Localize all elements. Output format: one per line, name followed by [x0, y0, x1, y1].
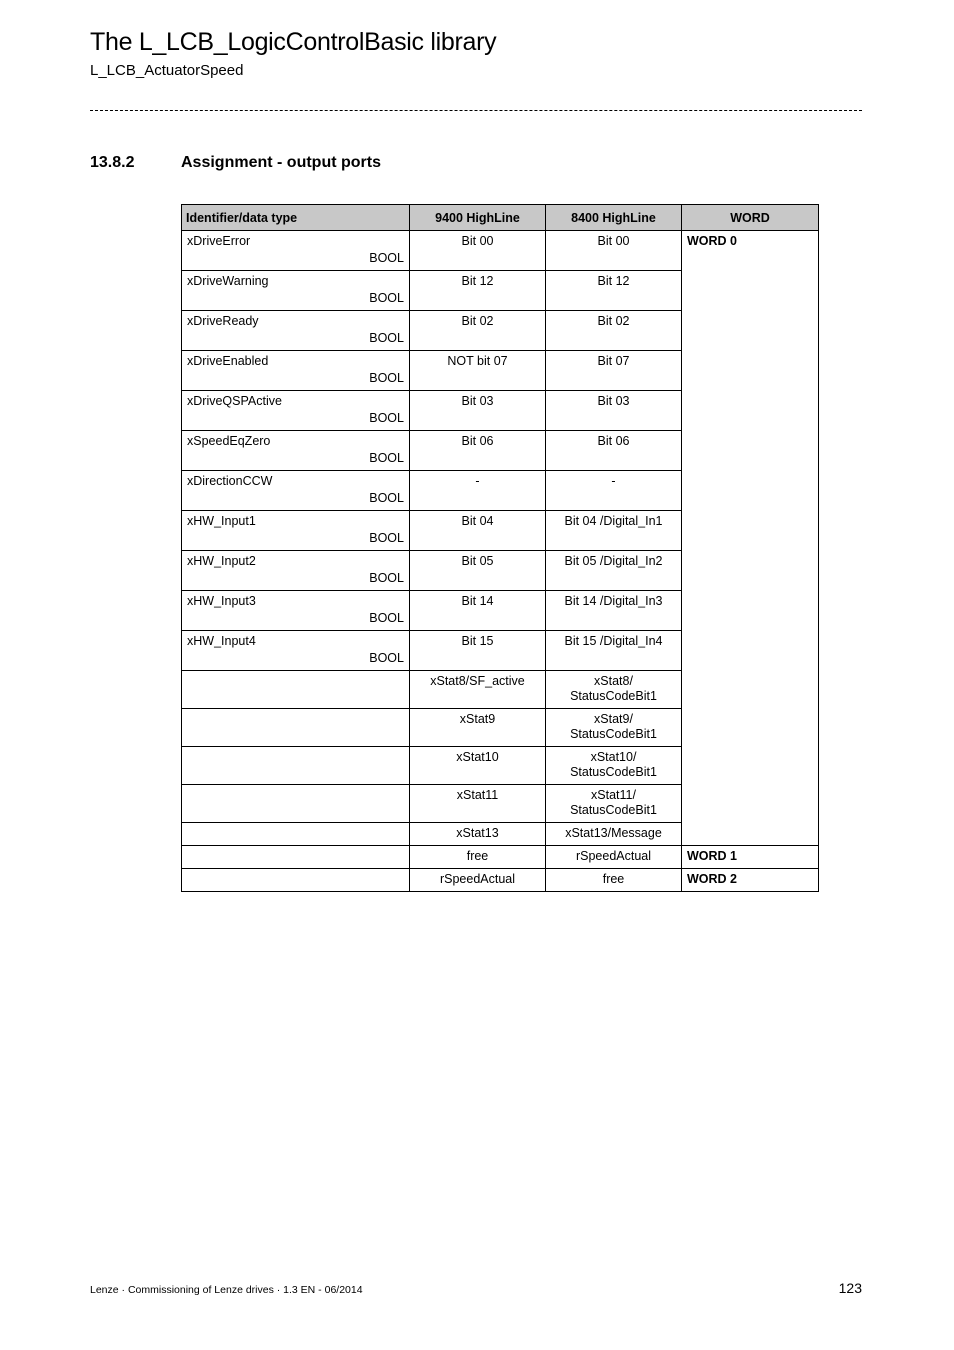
identifier-cell: [182, 823, 410, 846]
value-8400-cell: Bit 07: [546, 351, 682, 391]
value-8400-cell: xStat9/ StatusCodeBit1: [546, 709, 682, 747]
value-8400-cell: -: [546, 471, 682, 511]
value-8400-cell: Bit 00: [546, 231, 682, 271]
data-type: BOOL: [369, 291, 404, 305]
data-type: BOOL: [369, 451, 404, 465]
identifier-cell: [182, 671, 410, 709]
identifier-cell: [182, 869, 410, 892]
identifier-cell: [182, 391, 410, 431]
identifier-cell: [182, 551, 410, 591]
value-9400-cell: free: [410, 846, 546, 869]
section-heading: [90, 154, 381, 172]
identifier-cell: [182, 709, 410, 747]
identifier-name: xSpeedEqZero: [187, 434, 271, 448]
value-9400-cell: Bit 02: [410, 311, 546, 351]
value-9400-cell: Bit 12: [410, 271, 546, 311]
identifier-cell: [182, 511, 410, 551]
word-cell: WORD 1: [682, 846, 819, 869]
identifier-cell: [182, 591, 410, 631]
identifier-cell: [182, 311, 410, 351]
value-8400-cell: Bit 05 /Digital_In2: [546, 551, 682, 591]
data-type: BOOL: [369, 571, 404, 585]
value-8400-cell: Bit 14 /Digital_In3: [546, 591, 682, 631]
document-subtitle: L_LCB_ActuatorSpeed: [90, 62, 244, 79]
identifier-cell: [182, 785, 410, 823]
value-8400-cell: Bit 04 /Digital_In1: [546, 511, 682, 551]
value-8400-cell: Bit 03: [546, 391, 682, 431]
value-8400-cell: xStat10/ StatusCodeBit1: [546, 747, 682, 785]
value-9400-cell: Bit 15: [410, 631, 546, 671]
value-8400-cell: xStat8/ StatusCodeBit1: [546, 671, 682, 709]
value-8400-cell: free: [546, 869, 682, 892]
identifier-cell: [182, 846, 410, 869]
value-8400-cell: Bit 15 /Digital_In4: [546, 631, 682, 671]
identifier-cell: [182, 747, 410, 785]
data-type: BOOL: [369, 411, 404, 425]
identifier-cell: [182, 231, 410, 271]
identifier-cell: [182, 351, 410, 391]
footer-text: Lenze · Commissioning of Lenze drives · 1.3 EN - 06/2014: [90, 1284, 363, 1296]
identifier-cell: [182, 631, 410, 671]
table-row: [182, 846, 819, 869]
identifier-cell: [182, 471, 410, 511]
header-9400: 9400 HighLine: [410, 205, 546, 231]
table-row: [182, 869, 819, 892]
data-type: BOOL: [369, 331, 404, 345]
identifier-name: xDriveError: [187, 234, 251, 248]
data-type: BOOL: [369, 371, 404, 385]
output-ports-table: [181, 204, 819, 892]
header-8400: 8400 HighLine: [546, 205, 682, 231]
identifier-name: xHW_Input2: [187, 554, 256, 568]
value-9400-cell: xStat11: [410, 785, 546, 823]
identifier-name: xDriveReady: [187, 314, 259, 328]
identifier-name: xHW_Input4: [187, 634, 256, 648]
page-number: 123: [838, 1280, 862, 1296]
data-type: BOOL: [369, 611, 404, 625]
value-9400-cell: xStat8/SF_active: [410, 671, 546, 709]
identifier-name: xDirectionCCW: [187, 474, 273, 488]
value-9400-cell: xStat13: [410, 823, 546, 846]
value-9400-cell: NOT bit 07: [410, 351, 546, 391]
data-type: BOOL: [369, 491, 404, 505]
value-8400-cell: xStat11/ StatusCodeBit1: [546, 785, 682, 823]
value-9400-cell: Bit 03: [410, 391, 546, 431]
value-9400-cell: xStat9: [410, 709, 546, 747]
identifier-name: xHW_Input1: [187, 514, 256, 528]
word-cell: WORD 2: [682, 869, 819, 892]
value-9400-cell: Bit 00: [410, 231, 546, 271]
header-word: WORD: [682, 205, 819, 231]
header-divider: [90, 110, 862, 111]
data-type: BOOL: [369, 651, 404, 665]
section-title: Assignment - output ports: [181, 154, 381, 171]
section-number: 13.8.2: [90, 154, 135, 171]
identifier-cell: [182, 271, 410, 311]
value-8400-cell: rSpeedActual: [546, 846, 682, 869]
header-identifier: Identifier/data type: [182, 205, 410, 231]
value-9400-cell: rSpeedActual: [410, 869, 546, 892]
value-8400-cell: xStat13/Message: [546, 823, 682, 846]
table-body: [182, 231, 819, 892]
value-8400-cell: Bit 02: [546, 311, 682, 351]
value-9400-cell: xStat10: [410, 747, 546, 785]
value-9400-cell: Bit 04: [410, 511, 546, 551]
data-type: BOOL: [369, 251, 404, 265]
value-9400-cell: Bit 05: [410, 551, 546, 591]
identifier-name: xDriveWarning: [187, 274, 269, 288]
identifier-name: xDriveEnabled: [187, 354, 269, 368]
value-9400-cell: Bit 14: [410, 591, 546, 631]
identifier-cell: [182, 431, 410, 471]
word-cell: WORD 0: [682, 231, 819, 846]
value-8400-cell: Bit 06: [546, 431, 682, 471]
table-header-row: [182, 205, 819, 231]
table-row: [182, 231, 819, 271]
value-9400-cell: Bit 06: [410, 431, 546, 471]
identifier-name: xHW_Input3: [187, 594, 256, 608]
value-8400-cell: Bit 12: [546, 271, 682, 311]
value-9400-cell: -: [410, 471, 546, 511]
data-type: BOOL: [369, 531, 404, 545]
document-title: The L_LCB_LogicControlBasic library: [90, 28, 497, 56]
identifier-name: xDriveQSPActive: [187, 394, 282, 408]
